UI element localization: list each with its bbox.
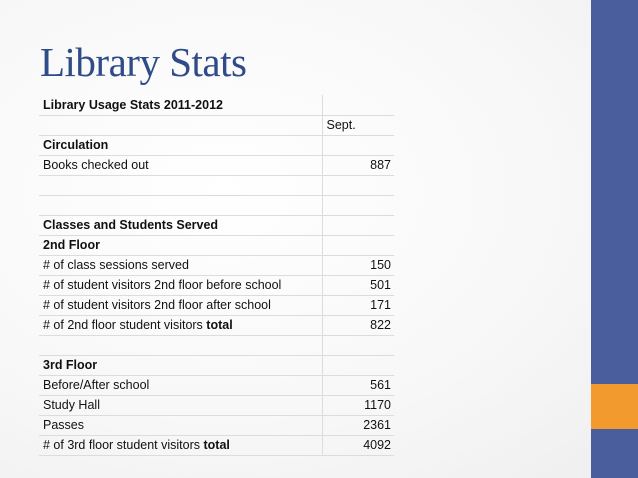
row-label: # of student visitors 2nd floor after school xyxy=(39,295,322,315)
stats-table-container xyxy=(39,95,394,456)
row-label: # of student visitors 2nd floor before school xyxy=(39,275,322,295)
row-value-total: 4092 xyxy=(322,435,394,455)
table-row xyxy=(39,415,394,435)
table-row-total xyxy=(39,315,394,335)
empty-cell xyxy=(322,195,394,215)
table-row xyxy=(39,235,394,255)
subsection-label-2nd-floor: 2nd Floor xyxy=(39,235,322,255)
table-row xyxy=(39,255,394,275)
slide-title: Library Stats xyxy=(40,39,247,85)
subsection-label-3rd-floor: 3rd Floor xyxy=(39,355,322,375)
table-row xyxy=(39,375,394,395)
row-label: Study Hall xyxy=(39,395,322,415)
row-value: 2361 xyxy=(322,415,394,435)
table-row xyxy=(39,95,394,115)
row-value: 887 xyxy=(322,155,394,175)
row-label: Before/After school xyxy=(39,375,322,395)
row-value: 561 xyxy=(322,375,394,395)
row-label: # of class sessions served xyxy=(39,255,322,275)
table-row-blank xyxy=(39,195,394,215)
row-value: 501 xyxy=(322,275,394,295)
row-label-total xyxy=(39,435,322,455)
table-row-total xyxy=(39,435,394,455)
table-row xyxy=(39,355,394,375)
empty-cell xyxy=(322,355,394,375)
table-row xyxy=(39,395,394,415)
row-label-total xyxy=(39,315,322,335)
table-row-blank xyxy=(39,175,394,195)
empty-cell xyxy=(322,135,394,155)
row-value-total: 822 xyxy=(322,315,394,335)
table-row xyxy=(39,275,394,295)
empty-cell xyxy=(322,235,394,255)
empty-cell xyxy=(39,175,322,195)
table-row xyxy=(39,115,394,135)
table-row xyxy=(39,295,394,315)
table-row-blank xyxy=(39,335,394,355)
total-label-bold: total xyxy=(206,318,233,332)
empty-cell xyxy=(322,215,394,235)
row-value: 1170 xyxy=(322,395,394,415)
empty-cell xyxy=(39,115,322,135)
month-header: Sept. xyxy=(322,115,394,135)
empty-cell xyxy=(322,175,394,195)
row-label: Books checked out xyxy=(39,155,322,175)
empty-cell xyxy=(322,335,394,355)
empty-cell xyxy=(39,335,322,355)
table-row xyxy=(39,215,394,235)
stats-table xyxy=(39,95,394,456)
row-value: 150 xyxy=(322,255,394,275)
total-label-prefix: # of 2nd floor student visitors xyxy=(43,318,207,332)
total-label-prefix: # of 3rd floor student visitors xyxy=(43,438,204,452)
table-row xyxy=(39,135,394,155)
total-label-bold: total xyxy=(203,438,230,452)
section-label-circulation: Circulation xyxy=(39,135,322,155)
table-row xyxy=(39,155,394,175)
sidebar-accent-block xyxy=(591,384,638,429)
empty-cell xyxy=(39,195,322,215)
row-label: Passes xyxy=(39,415,322,435)
table-heading: Library Usage Stats 2011-2012 xyxy=(39,95,322,115)
empty-cell xyxy=(322,95,394,115)
section-label-classes: Classes and Students Served xyxy=(39,215,322,235)
row-value: 171 xyxy=(322,295,394,315)
